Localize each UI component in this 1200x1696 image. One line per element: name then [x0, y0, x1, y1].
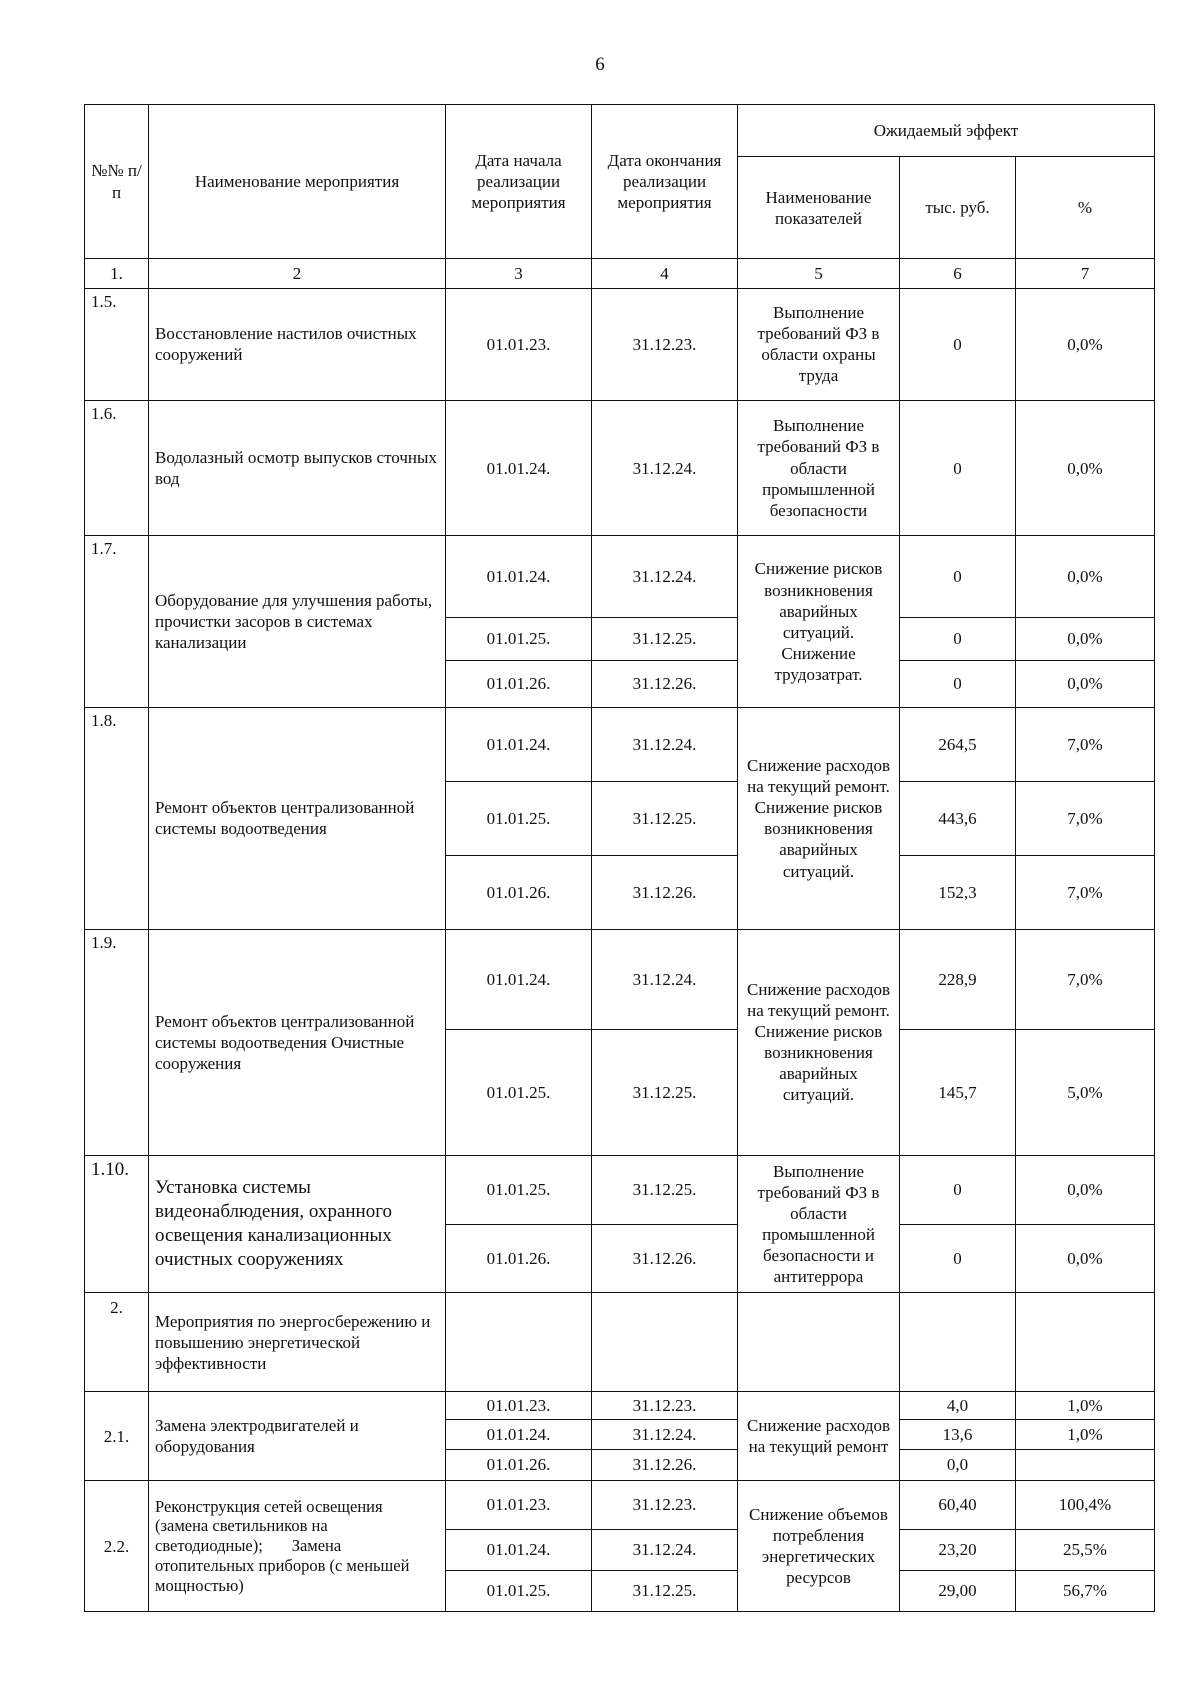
empty-cell [592, 1293, 738, 1392]
start-date: 01.01.23. [446, 1481, 592, 1529]
row-number: 1.5. [85, 288, 149, 400]
percent-value: 1,0% [1016, 1419, 1155, 1449]
amount-thousand-rub: 0 [900, 536, 1016, 617]
activity-name: Установка системы видеонаблюдения, охранного освещения канализационных очистных сооружениях [149, 1155, 446, 1293]
header-percent: % [1016, 157, 1155, 259]
start-date: 01.01.23. [446, 1392, 592, 1420]
table-row [85, 929, 1155, 1030]
table-row [85, 1155, 1155, 1224]
percent-value: 25,5% [1016, 1529, 1155, 1570]
end-date: 31.12.24. [592, 400, 738, 536]
table-row [85, 707, 1155, 781]
amount-thousand-rub: 0 [900, 617, 1016, 660]
start-date: 01.01.24. [446, 400, 592, 536]
header-name: Наименование мероприятия [149, 105, 446, 259]
percent-value: 0,0% [1016, 536, 1155, 617]
percent-value: 0,0% [1016, 288, 1155, 400]
percent-value: 0,0% [1016, 660, 1155, 707]
table-row [85, 1293, 1155, 1392]
start-date: 01.01.24. [446, 536, 592, 617]
end-date: 31.12.25. [592, 1030, 738, 1155]
amount-thousand-rub: 145,7 [900, 1030, 1016, 1155]
row-number: 2. [85, 1293, 149, 1392]
percent-value: 100,4% [1016, 1481, 1155, 1529]
amount-thousand-rub: 0 [900, 288, 1016, 400]
start-date: 01.01.25. [446, 1155, 592, 1224]
end-date: 31.12.24. [592, 536, 738, 617]
amount-thousand-rub: 443,6 [900, 781, 1016, 855]
start-date: 01.01.25. [446, 781, 592, 855]
empty-cell [1016, 1293, 1155, 1392]
page-number: 6 [595, 54, 605, 75]
start-date: 01.01.26. [446, 660, 592, 707]
start-date: 01.01.24. [446, 707, 592, 781]
end-date: 31.12.26. [592, 1449, 738, 1481]
indicator: Снижение расходов на текущий ремонт [738, 1392, 900, 1481]
amount-thousand-rub: 4,0 [900, 1392, 1016, 1420]
percent-value: 0,0% [1016, 1155, 1155, 1224]
table-row [85, 1481, 1155, 1529]
column-number: 5 [738, 259, 900, 289]
start-date: 01.01.23. [446, 288, 592, 400]
activities-table [84, 104, 1155, 1612]
start-date: 01.01.26. [446, 855, 592, 929]
end-date: 31.12.24. [592, 707, 738, 781]
amount-thousand-rub: 264,5 [900, 707, 1016, 781]
amount-thousand-rub: 0 [900, 400, 1016, 536]
indicator: Снижение расходов на текущий ремонт. Снижение рисков возникновения аварийных ситуаций. [738, 929, 900, 1155]
empty-cell [446, 1293, 592, 1392]
percent-value [1016, 1449, 1155, 1481]
end-date: 31.12.24. [592, 929, 738, 1030]
column-numbers-row [85, 259, 1155, 289]
start-date: 01.01.24. [446, 929, 592, 1030]
percent-value: 0,0% [1016, 617, 1155, 660]
activity-name: Замена электродвигателей и оборудования [149, 1392, 446, 1481]
indicator: Выполнение требований ФЗ в области охраны труда [738, 288, 900, 400]
amount-thousand-rub: 60,40 [900, 1481, 1016, 1529]
indicator: Снижение расходов на текущий ремонт. Снижение рисков возникновения аварийных ситуаций. [738, 707, 900, 929]
end-date: 31.12.24. [592, 1529, 738, 1570]
indicator: Снижение рисков возникновения аварийных ситуаций. Снижение трудозатрат. [738, 536, 900, 708]
end-date: 31.12.23. [592, 1392, 738, 1420]
start-date: 01.01.25. [446, 1030, 592, 1155]
indicator: Выполнение требований ФЗ в области промышленной безопасности [738, 400, 900, 536]
start-date: 01.01.24. [446, 1419, 592, 1449]
amount-thousand-rub: 0 [900, 1155, 1016, 1224]
start-date: 01.01.24. [446, 1529, 592, 1570]
amount-thousand-rub: 29,00 [900, 1570, 1016, 1611]
column-number: 3 [446, 259, 592, 289]
percent-value: 0,0% [1016, 1224, 1155, 1293]
table-row [85, 1392, 1155, 1420]
end-date: 31.12.26. [592, 660, 738, 707]
empty-cell [900, 1293, 1016, 1392]
end-date: 31.12.25. [592, 1155, 738, 1224]
activity-name: Оборудование для улучшения работы, прочистки засоров в системах канализации [149, 536, 446, 708]
amount-thousand-rub: 23,20 [900, 1529, 1016, 1570]
percent-value: 56,7% [1016, 1570, 1155, 1611]
header-indicator: Наименование показателей [738, 157, 900, 259]
end-date: 31.12.23. [592, 1481, 738, 1529]
amount-thousand-rub: 0 [900, 660, 1016, 707]
indicator: Выполнение требований ФЗ в области промышленной безопасности и антитеррора [738, 1155, 900, 1293]
percent-value: 7,0% [1016, 855, 1155, 929]
amount-thousand-rub: 13,6 [900, 1419, 1016, 1449]
activity-name: Ремонт объектов централизованной системы водоотведения [149, 707, 446, 929]
header-thousand-rub: тыс. руб. [900, 157, 1016, 259]
end-date: 31.12.24. [592, 1419, 738, 1449]
activity-name: Реконструкция сетей освещения (замена светильников на светодиодные); Замена отопительных приборов (с меньшей мощностью) [149, 1481, 446, 1612]
column-number: 7 [1016, 259, 1155, 289]
row-number: 1.9. [85, 929, 149, 1155]
row-number: 2.2. [85, 1481, 149, 1612]
percent-value: 7,0% [1016, 929, 1155, 1030]
percent-value: 7,0% [1016, 707, 1155, 781]
percent-value: 0,0% [1016, 400, 1155, 536]
end-date: 31.12.25. [592, 1570, 738, 1611]
column-number: 2 [149, 259, 446, 289]
start-date: 01.01.26. [446, 1224, 592, 1293]
activity-name: Водолазный осмотр выпусков сточных вод [149, 400, 446, 536]
amount-thousand-rub: 152,3 [900, 855, 1016, 929]
header-start-date: Дата начала реализации мероприятия [446, 105, 592, 259]
amount-thousand-rub: 228,9 [900, 929, 1016, 1030]
amount-thousand-rub: 0 [900, 1224, 1016, 1293]
row-number: 1.10. [85, 1155, 149, 1293]
row-number: 1.7. [85, 536, 149, 708]
end-date: 31.12.26. [592, 1224, 738, 1293]
row-number: 2.1. [85, 1392, 149, 1481]
percent-value: 7,0% [1016, 781, 1155, 855]
header-row-top [85, 105, 1155, 157]
start-date: 01.01.26. [446, 1449, 592, 1481]
end-date: 31.12.25. [592, 781, 738, 855]
start-date: 01.01.25. [446, 617, 592, 660]
indicator: Снижение объемов потребления энергетических ресурсов [738, 1481, 900, 1612]
end-date: 31.12.26. [592, 855, 738, 929]
table-row [85, 288, 1155, 400]
header-expected-effect: Ожидаемый эффект [738, 105, 1155, 157]
column-number: 1. [85, 259, 149, 289]
end-date: 31.12.23. [592, 288, 738, 400]
empty-cell [738, 1293, 900, 1392]
column-number: 6 [900, 259, 1016, 289]
activity-name: Восстановление настилов очистных сооружений [149, 288, 446, 400]
activity-name: Мероприятия по энергосбережению и повышению энергетической эффективности [149, 1293, 446, 1392]
table-row [85, 400, 1155, 536]
percent-value: 1,0% [1016, 1392, 1155, 1420]
row-number: 1.8. [85, 707, 149, 929]
end-date: 31.12.25. [592, 617, 738, 660]
row-number: 1.6. [85, 400, 149, 536]
start-date: 01.01.25. [446, 1570, 592, 1611]
column-number: 4 [592, 259, 738, 289]
percent-value: 5,0% [1016, 1030, 1155, 1155]
table-row [85, 536, 1155, 617]
activity-name: Ремонт объектов централизованной системы водоотведения Очистные сооружения [149, 929, 446, 1155]
header-end-date: Дата окончания реализации мероприятия [592, 105, 738, 259]
header-num: №№ п/п [85, 105, 149, 259]
amount-thousand-rub: 0,0 [900, 1449, 1016, 1481]
